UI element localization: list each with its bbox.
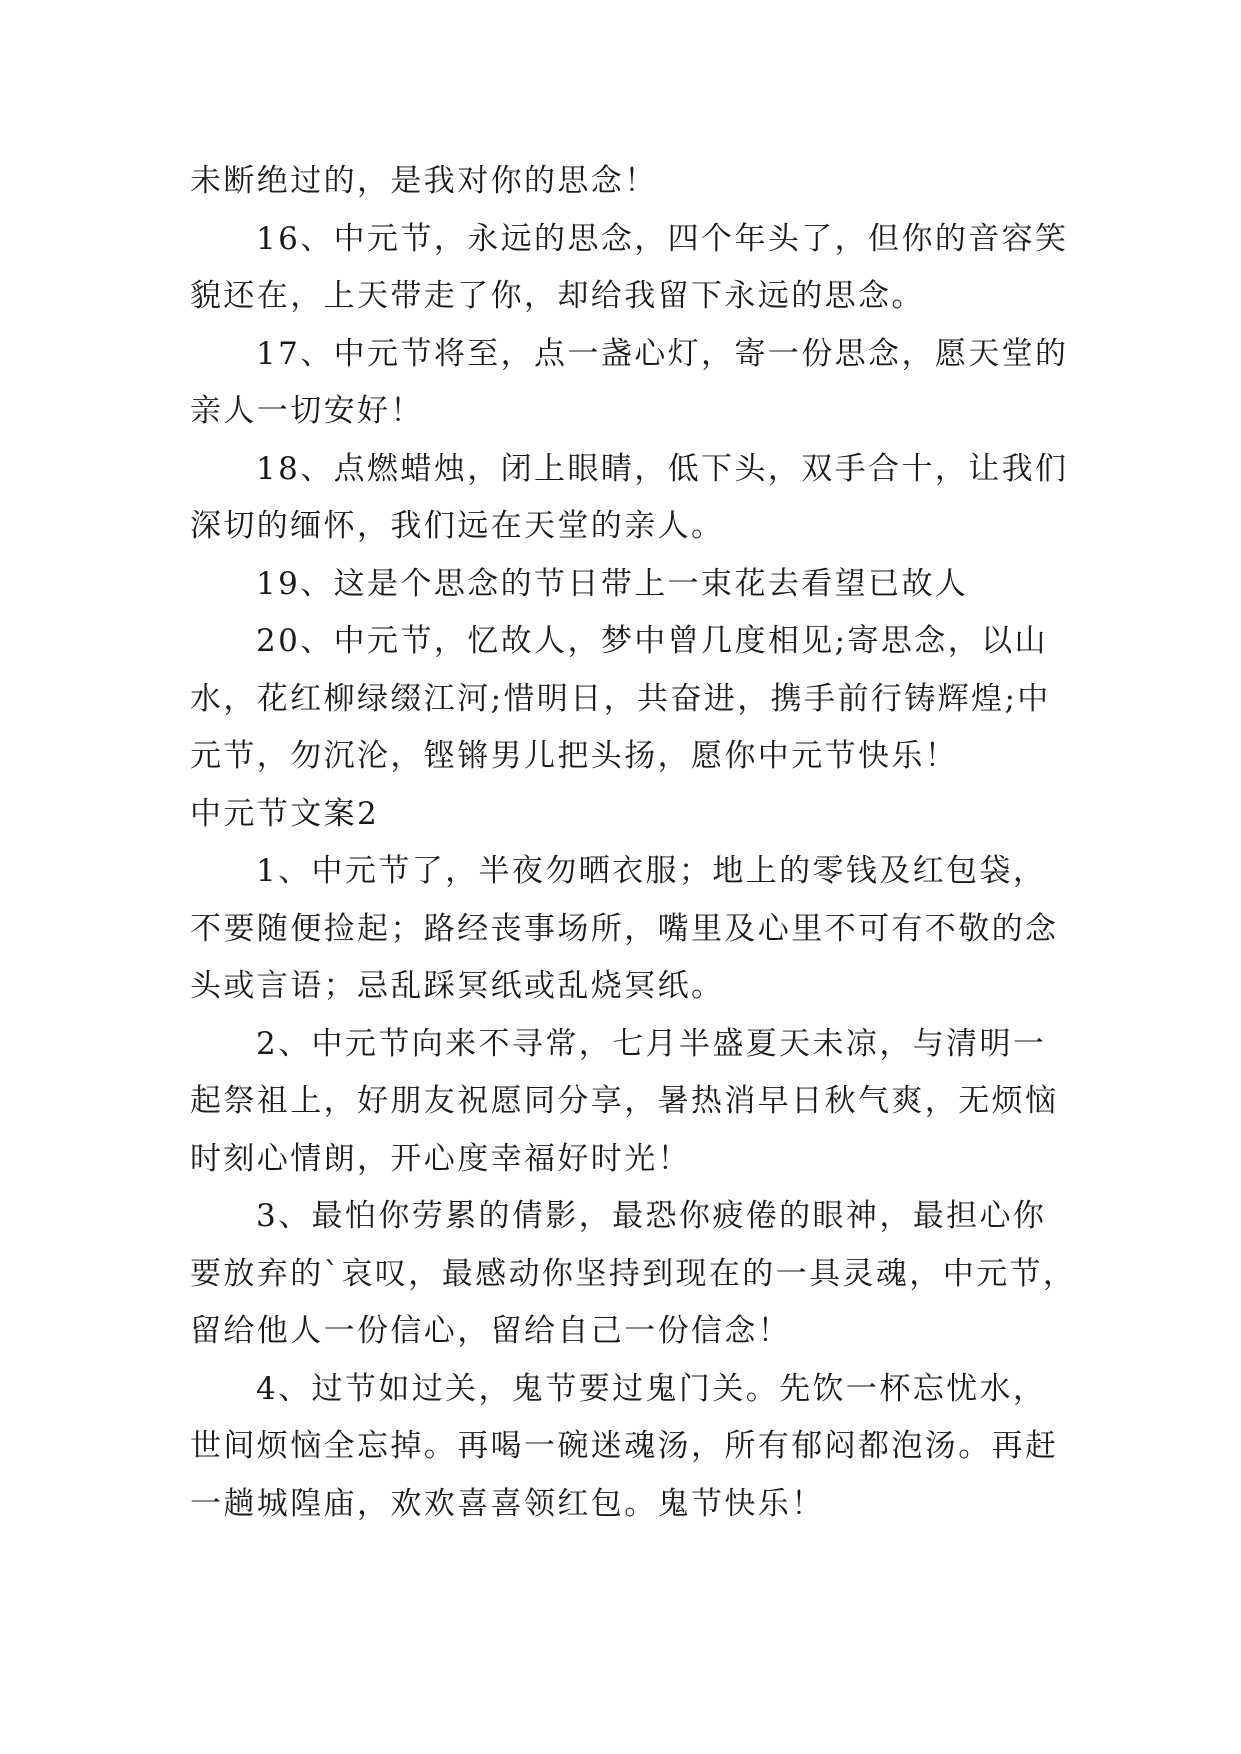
paragraph-line: 16、中元节，永远的思念，四个年头了，但你的音容笑 (256, 220, 1069, 257)
paragraph-line: 3、最怕你劳累的倩影，最恐你疲倦的眼神，最担心你 (256, 1198, 1047, 1234)
paragraph-line: 元节，勿沉沦，铿锵男儿把头扬，愿你中元节快乐！ (190, 738, 959, 774)
paragraph-line: 4、过节如过关，鬼节要过鬼门关。先饮一杯忘忧水， (256, 1370, 1047, 1407)
paragraph-line: 17、中元节将至，点一盏心灯，寄一份思念，愿天堂的 (256, 335, 1069, 372)
paragraph-line: 18、点燃蜡烛，闭上眼睛，低下头，双手合十，让我们 (256, 450, 1069, 487)
paragraph-line: 2、中元节向来不寻常，七月半盛夏天未凉，与清明一 (256, 1025, 1047, 1062)
paragraph-line: 一趟城隍庙，欢欢喜喜领红包。鬼节快乐！ (190, 1485, 825, 1522)
paragraph-line: 亲人一切安好！ (190, 393, 424, 429)
section-heading: 中元节文案2 (190, 795, 380, 832)
paragraph-line: 时刻心情朗，开心度幸福好时光！ (190, 1140, 691, 1177)
paragraph-line: 深切的缅怀，我们远在天堂的亲人。 (190, 508, 725, 544)
paragraph-line: 起祭祖上，好朋友祝愿同分享，暑热消早日秋气爽，无烦恼 (190, 1083, 1059, 1119)
paragraph-line: 19、这是个思念的节日带上一束花去看望已故人 (256, 565, 969, 602)
paragraph-line: 貌还在，上天带走了你，却给我留下永远的思念。 (190, 278, 925, 314)
paragraph-line: 世间烦恼全忘掉。再喝一碗迷魂汤，所有郁闷都泡汤。再赶 (190, 1428, 1059, 1464)
paragraph-line: 留给他人一份信心，留给自己一份信念！ (190, 1313, 792, 1349)
document-body (190, 153, 1077, 1533)
paragraph-line: 未断绝过的，是我对你的思念！ (190, 163, 658, 199)
paragraph-line: 1、中元节了，半夜勿晒衣服；地上的零钱及红包袋， (256, 853, 1047, 889)
paragraph-line: 头或言语；忌乱踩冥纸或乱烧冥纸。 (190, 968, 725, 1004)
paragraph-line: 20、中元节，忆故人，梦中曾几度相见;寄思念，以山 (256, 623, 1048, 659)
paragraph-line: 要放弃的`哀叹，最感动你坚持到现在的一具灵魂，中元节， (190, 1255, 1077, 1292)
paragraph-line: 水，花红柳绿缀江河;惜明日，共奋进，携手前行铸辉煌;中 (190, 680, 1051, 717)
paragraph-line: 不要随便捡起；路经丧事场所，嘴里及心里不可有不敬的念 (190, 910, 1059, 947)
